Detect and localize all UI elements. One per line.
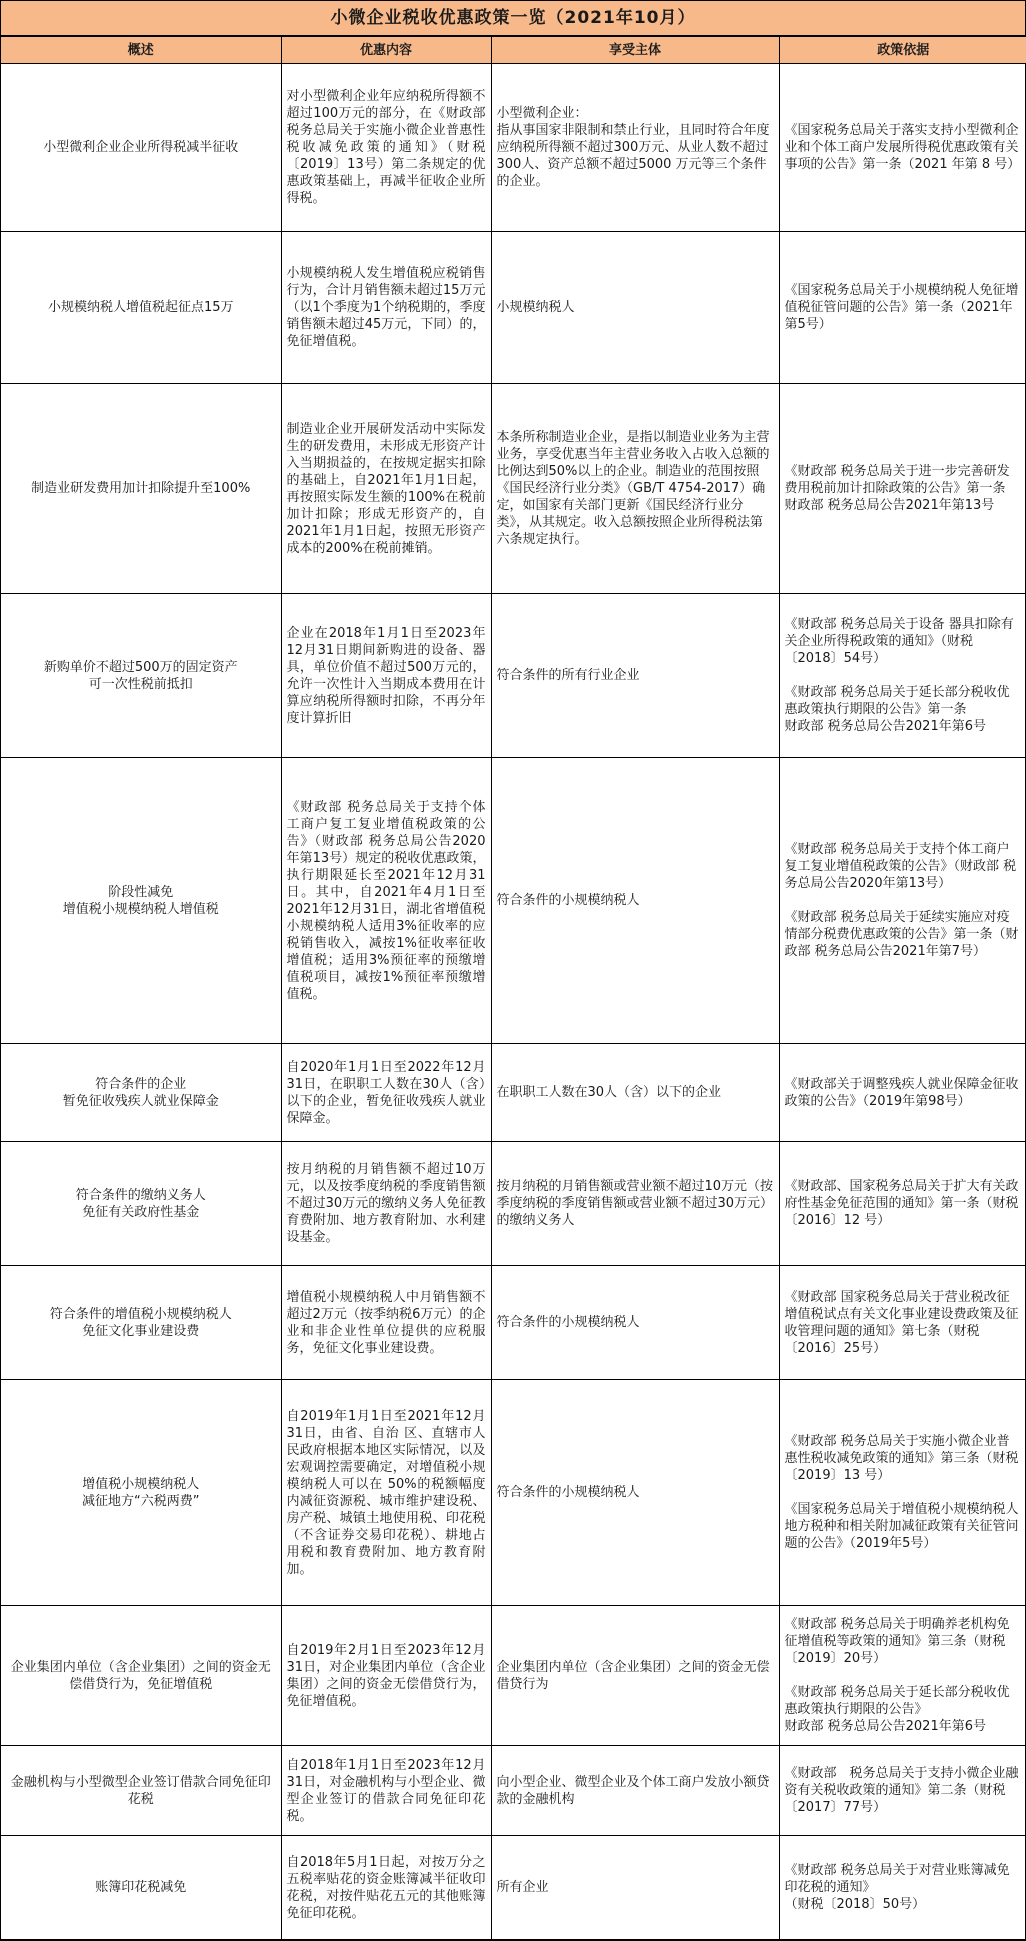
table-row [1, 1266, 1026, 1380]
summary-cell: 新购单价不超过500万的固定资产 可一次性税前抵扣 [1, 594, 281, 758]
subject-cell: 在职职工人数在30人（含）以下的企业 [491, 1044, 779, 1142]
basis-cell: 《财政部 税务总局关于明确养老机构免征增值税等政策的通知》第三条（财税〔2019〕20号） 《财政部 税务总局关于延长部分税收优惠政策执行期限的公告》 财政部 税务总局公告2021年第6号 [779, 1606, 1026, 1746]
basis-cell: 《财政部 税务总局关于支持小微企业融资有关税收政策的通知》第二条（财税〔2017〕77号） [779, 1746, 1026, 1836]
basis-cell: 《财政部 税务总局关于支持个体工商户复工复业增值税政策的公告》（财政部 税务总局公告2020年第13号） 《财政部 税务总局关于延续实施应对疫情部分税费优惠政策的公告》第一条（财政部 税务总局公告2021年第7号） [779, 758, 1026, 1044]
summary-cell: 小规模纳税人增值税起征点15万 [1, 232, 281, 384]
sheet-title: 小微企业税收优惠政策一览（2021年10月） [1, 1, 1025, 36]
subject-cell: 小规模纳税人 [491, 232, 779, 384]
summary-cell: 符合条件的缴纳义务人 免征有关政府性基金 [1, 1142, 281, 1266]
basis-cell: 《国家税务总局关于落实支持小型微利企业和个体工商户发展所得税优惠政策有关事项的公告》第一条（2021 年第 8 号） [779, 64, 1026, 232]
subject-cell: 符合条件的所有行业企业 [491, 594, 779, 758]
content-cell: 自2019年2月1日至2023年12月31日，对企业集团内单位（含企业集团）之间的资金无偿借贷行为，免征增值税。 [281, 1606, 491, 1746]
subject-cell: 小型微利企业： 指从事国家非限制和禁止行业，且同时符合年度应纳税所得额不超过300万元、从业人数不超过300人、资产总额不超过5000 万元等三个条件的企业。 [491, 64, 779, 232]
summary-cell: 小型微利企业企业所得税减半征收 [1, 64, 281, 232]
summary-cell: 阶段性减免 增值税小规模纳税人增值税 [1, 758, 281, 1044]
basis-cell: 《财政部 税务总局关于进一步完善研发费用税前加计扣除政策的公告》第一条 财政部 税务总局公告2021年第13号 [779, 384, 1026, 594]
basis-cell: 《财政部关于调整残疾人就业保障金征收政策的公告》（2019年第98号） [779, 1044, 1026, 1142]
table-row [1, 1142, 1026, 1266]
content-cell: 对小型微利企业年应纳税所得额不超过100万元的部分，在《财政部 税务总局关于实施小微企业普惠性税收减免政策的通知》（财税〔2019〕13号）第二条规定的优惠政策基础上，再减半征收企业所得税。 [281, 64, 491, 232]
table-row [1, 758, 1026, 1044]
table-row [1, 232, 1026, 384]
column-header-content: 优惠内容 [281, 37, 491, 64]
summary-cell: 增值税小规模纳税人 减征地方“六税两费” [1, 1380, 281, 1606]
subject-cell: 本条所称制造业企业，是指以制造业业务为主营业务，享受优惠当年主营业务收入占收入总额的比例达到50%以上的企业。制造业的范围按照《国民经济行业分类》（GB/T 4754-2017）确定，如国家有关部门更新《国民经济行业分类》，从其规定。收入总额按照企业所得税法第六条规定执行。 [491, 384, 779, 594]
column-header-summary: 概述 [1, 37, 281, 64]
subject-cell: 企业集团内单位（含企业集团）之间的资金无偿借贷行为 [491, 1606, 779, 1746]
content-cell: 小规模纳税人发生增值税应税销售行为，合计月销售额未超过15万元（以1个季度为1个纳税期的，季度销售额未超过45万元，下同）的，免征增值税。 [281, 232, 491, 384]
basis-cell: 《财政部 税务总局关于设备 器具扣除有关企业所得税政策的通知》（财税〔2018〕54号） 《财政部 税务总局关于延长部分税收优惠政策执行期限的公告》第一条 财政部 税务总局公告2021年第6号 [779, 594, 1026, 758]
table-row [1, 1606, 1026, 1746]
content-cell: 制造业企业开展研发活动中实际发生的研发费用，未形成无形资产计入当期损益的，在按规定据实扣除的基础上，自2021年1月1日起，再按照实际发生额的100%在税前加计扣除；形成无形资产的，自2021年1月1日起，按照无形资产成本的200%在税前摊销。 [281, 384, 491, 594]
table-row [1, 1746, 1026, 1836]
table-row [1, 64, 1026, 232]
content-cell: 自2020年1月1日至2022年12月31日，在职职工人数在30人（含）以下的企业，暂免征收残疾人就业保障金。 [281, 1044, 491, 1142]
table-row [1, 1044, 1026, 1142]
table-row [1, 1380, 1026, 1606]
subject-cell: 按月纳税的月销售额或营业额不超过10万元（按季度纳税的季度销售额或营业额不超过30万元）的缴纳义务人 [491, 1142, 779, 1266]
column-header-subject: 享受主体 [491, 37, 779, 64]
basis-cell: 《财政部 税务总局关于对营业账簿减免印花税的通知》 （财税〔2018〕50号） [779, 1836, 1026, 1940]
summary-cell: 符合条件的企业 暂免征收残疾人就业保障金 [1, 1044, 281, 1142]
content-cell: 按月纳税的月销售额不超过10万元，以及按季度纳税的季度销售额不超过30万元的缴纳义务人免征教育费附加、地方教育附加、水利建设基金。 [281, 1142, 491, 1266]
table-row [1, 1836, 1026, 1940]
basis-cell: 《财政部、国家税务总局关于扩大有关政府性基金免征范围的通知》第一条（财税〔2016〕12 号） [779, 1142, 1026, 1266]
content-cell: 企业在2018年1月1日至2023年12月31日期间新购进的设备、器具，单位价值不超过500万元的，允许一次性计入当期成本费用在计算应纳税所得额时扣除，不再分年度计算折旧 [281, 594, 491, 758]
subject-cell: 符合条件的小规模纳税人 [491, 758, 779, 1044]
header-row [1, 37, 1026, 64]
content-cell: 自2019年1月1日至2021年12月31日，由省、自治 区、直辖市人民政府根据本地区实际情况，以及宏观调控需要确定，对增值税小规模纳税人可以在 50%的税额幅度内减征资源税、城市维护建设税、房产税、城镇土地使用税、印花税（不含证券交易印花税）、耕地占用税和教育费附加、地方教育附加。 [281, 1380, 491, 1606]
summary-cell: 账簿印花税减免 [1, 1836, 281, 1940]
summary-cell: 金融机构与小型微型企业签订借款合同免征印花税 [1, 1746, 281, 1836]
table-row [1, 594, 1026, 758]
content-cell: 自2018年5月1日起，对按万分之五税率贴花的资金账簿减半征收印花税，对按件贴花五元的其他账簿免征印花税。 [281, 1836, 491, 1940]
column-header-basis: 政策依据 [779, 37, 1026, 64]
subject-cell: 向小型企业、微型企业及个体工商户发放小额贷款的金融机构 [491, 1746, 779, 1836]
subject-cell: 符合条件的小规模纳税人 [491, 1266, 779, 1380]
summary-cell: 制造业研发费用加计扣除提升至100% [1, 384, 281, 594]
table-row [1, 384, 1026, 594]
subject-cell: 所有企业 [491, 1836, 779, 1940]
basis-cell: 《国家税务总局关于小规模纳税人免征增值税征管问题的公告》第一条（2021年第5号） [779, 232, 1026, 384]
subject-cell: 符合条件的小规模纳税人 [491, 1380, 779, 1606]
content-cell: 《财政部 税务总局关于支持个体工商户复工复业增值税政策的公告》（财政部 税务总局公告2020年第13号）规定的税收优惠政策，执行期限延长至2021年12月31日。其中，自2021年4月1日至2021年12月31日，湖北省增值税小规模纳税人适用3%征收率的应税销售收入，减按1%征收率征收增值税；适用3%预征率的预缴增值税项目，减按1%预征率预缴增值税。 [281, 758, 491, 1044]
content-cell: 自2018年1月1日至2023年12月31日，对金融机构与小型企业、微型企业签订的借款合同免征印花税。 [281, 1746, 491, 1836]
policy-table [1, 36, 1026, 1940]
content-cell: 增值税小规模纳税人中月销售额不超过2万元（按季纳税6万元）的企业和非企业性单位提供的应税服务，免征文化事业建设费。 [281, 1266, 491, 1380]
basis-cell: 《财政部 税务总局关于实施小微企业普惠性税收减免政策的通知》第三条（财税〔2019〕13 号） 《国家税务总局关于增值税小规模纳税人地方税种和相关附加减征政策有关征管问题的公告》（2019年5号） [779, 1380, 1026, 1606]
basis-cell: 《财政部 国家税务总局关于营业税改征增值税试点有关文化事业建设费政策及征收管理问题的通知》第七条（财税〔2016〕25号） [779, 1266, 1026, 1380]
summary-cell: 符合条件的增值税小规模纳税人 免征文化事业建设费 [1, 1266, 281, 1380]
summary-cell: 企业集团内单位（含企业集团）之间的资金无偿借贷行为，免征增值税 [1, 1606, 281, 1746]
